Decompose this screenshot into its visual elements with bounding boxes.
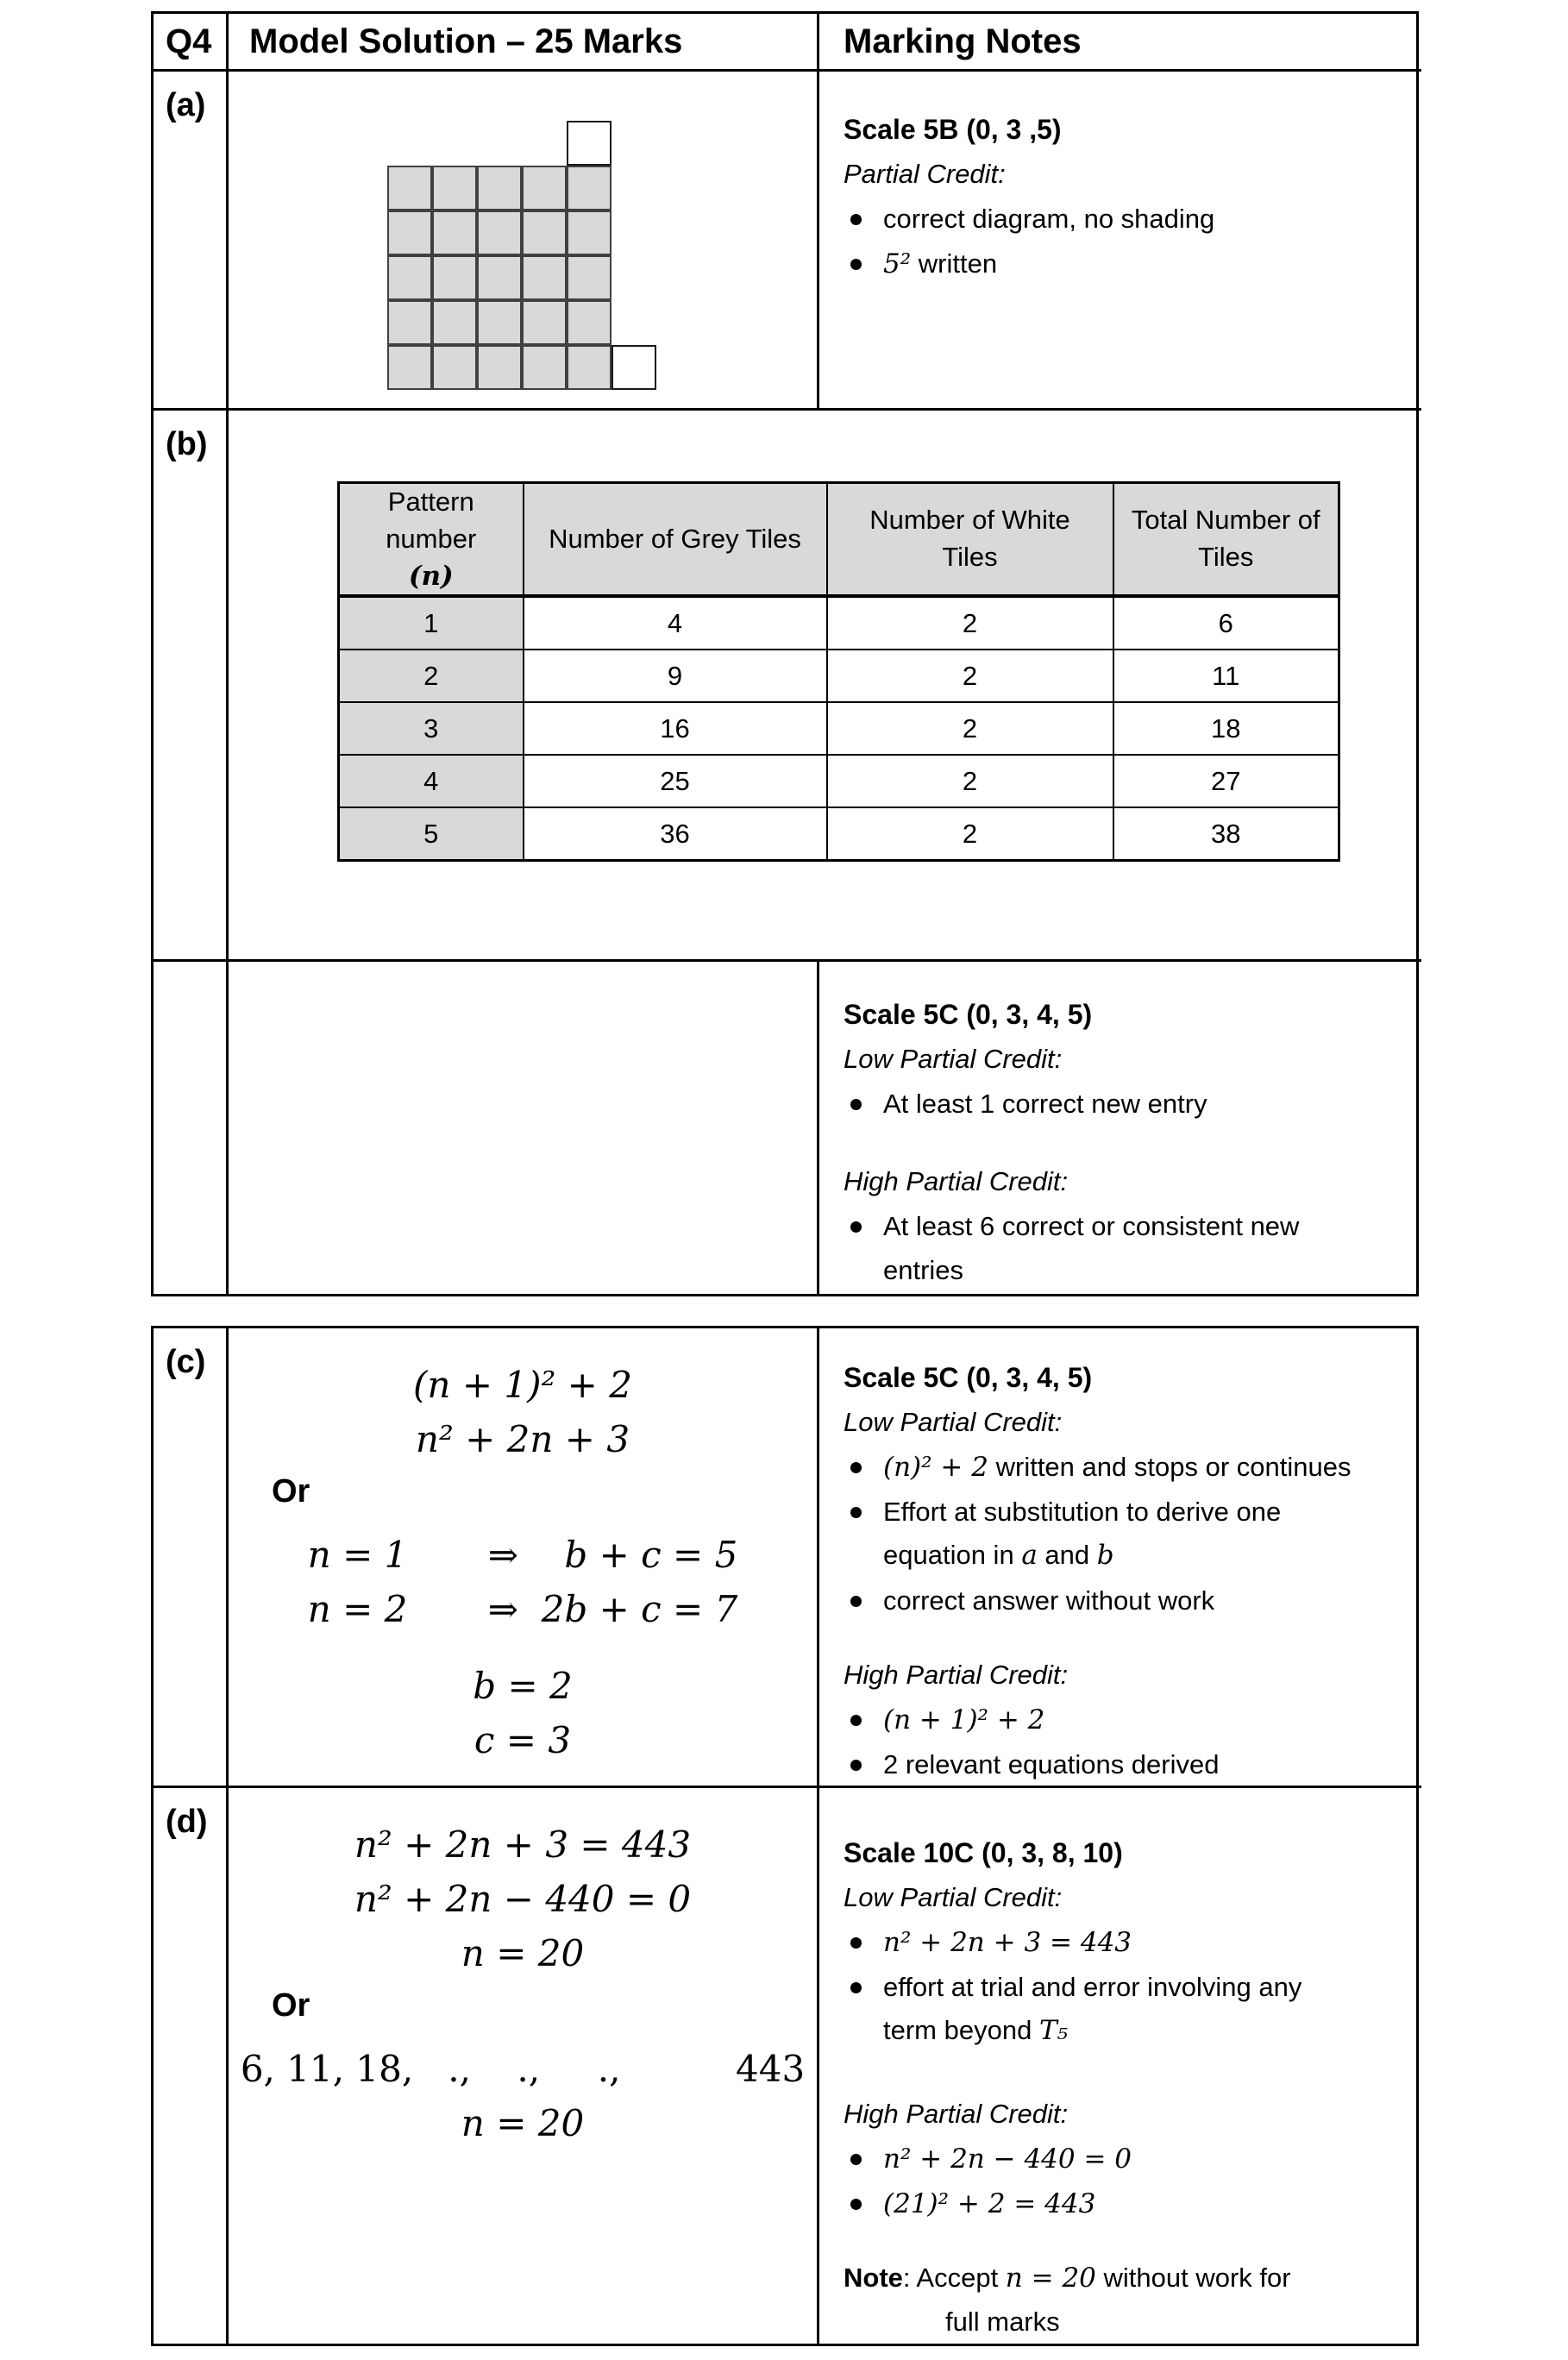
bullet-item: (n)² + 2 written and stops or continues [844,1446,1413,1489]
grey-tile [522,255,567,300]
part-d-label-cell [154,1786,226,2344]
grey-tile [432,300,477,345]
grey-tile [387,210,432,255]
grey-tile [387,166,432,210]
grey-tile [567,255,612,300]
table-row: 5 36 2 38 [339,807,1339,861]
part-a-label: (a) [166,87,206,123]
bullet-item: 5² written [844,242,1413,286]
question-number: Q4 [166,22,212,60]
part-c-label-cell [154,1328,226,1786]
grey-tile [432,166,477,210]
bullet-dot-icon [850,1221,862,1233]
grey-tile [477,345,522,390]
high-partial-credit-bullets [844,1698,1413,1786]
partial-credit-bullets [844,198,1413,286]
part-d-solution-cell [226,1786,817,2344]
grey-tile [567,345,612,390]
grey-tile [432,345,477,390]
high-partial-credit-label: High Partial Credit: [844,1659,1069,1690]
grey-tile [387,345,432,390]
marking-scheme-table-bottom [151,1326,1419,2346]
bullet-item: At least 1 correct new entry [844,1083,1413,1126]
bullet-item: (n + 1)² + 2 [844,1698,1413,1742]
scale-heading: Scale 10C (0, 3, 8, 10) [844,1837,1123,1868]
part-b-solution-cell [226,408,1421,959]
part-b-empty-solution-cell [226,959,817,1294]
part-b-label-cell [154,408,226,959]
bullet-dot-icon [850,1507,862,1518]
partial-credit-label: Partial Credit: [844,158,1006,189]
equation: b = 2 [473,1665,573,1707]
bullet-dot-icon [850,1760,862,1771]
bullet-item: effort at trial and error involving any term beyond T₅ [844,1966,1413,2052]
bullet-dot-icon [850,2154,862,2165]
grey-tile [477,255,522,300]
grey-tile [432,210,477,255]
low-partial-credit-bullets [844,1921,1413,2053]
marking-notes-header-cell [817,14,1421,69]
bullet-item: At least 6 correct or consistent new entries [844,1205,1413,1291]
grey-tile [477,166,522,210]
table-row: 3 16 2 18 [339,702,1339,755]
part-d-label: (d) [166,1804,208,1840]
part-d-notes-cell [817,1786,1421,2344]
grey-tile [477,300,522,345]
table-row: 2 9 2 11 [339,650,1339,702]
grey-tile [387,300,432,345]
note-line: Note: Accept n = 20 without work for [844,2263,1291,2294]
scale-heading: Scale 5C (0, 3, 4, 5) [844,999,1093,1030]
grey-tile [567,166,612,210]
pattern-data-table [337,481,1340,862]
high-partial-credit-label: High Partial Credit: [844,1166,1069,1197]
model-solution-title: Model Solution – 25 Marks [249,22,683,60]
note-line-2: full marks [945,2306,1060,2337]
marking-scheme-table-top [151,11,1419,1296]
grey-tile [522,345,567,390]
equation: n = 20 [461,1932,585,1974]
grey-tile [432,255,477,300]
grey-tile [522,166,567,210]
grey-tile [567,210,612,255]
bullet-dot-icon [850,1937,862,1949]
grey-tile [522,300,567,345]
or-label: Or [272,1987,310,2024]
part-c-notes-cell [817,1328,1421,1786]
white-tile [567,121,612,166]
table-row: 1 4 2 6 [339,596,1339,650]
low-partial-credit-label: Low Partial Credit: [844,1406,1063,1437]
model-solution-header-cell [226,14,817,69]
high-partial-credit-bullets [844,1205,1413,1291]
equation: n = 20 [461,2102,585,2144]
bullet-item: 2 relevant equations derived [844,1743,1413,1786]
equation: (n + 1)² + 2 [413,1364,632,1406]
equation: n² + 2n − 440 = 0 [354,1878,692,1920]
bullet-item: (21)² + 2 = 443 [844,2182,1413,2225]
bullet-dot-icon [850,1099,862,1110]
bullet-item: Effort at substitution to derive one equation in a and b [844,1491,1413,1577]
equation: n = 2 ⇒ 2b + c = 7 [307,1588,738,1630]
grey-tile [522,210,567,255]
bullet-dot-icon [850,1982,862,1993]
part-a-notes-cell [817,69,1421,408]
grey-tile [477,210,522,255]
sequence-line: 6, 11, 18, ., ., ., 443 [240,2048,806,2090]
bullet-item: n² + 2n − 440 = 0 [844,2137,1413,2181]
high-partial-credit-label: High Partial Credit: [844,2098,1069,2129]
part-b-notes-label-cell [154,959,226,1294]
scale-heading: Scale 5B (0, 3 ,5) [844,114,1062,145]
pattern-table-header-row [339,483,1339,597]
bullet-item: correct answer without work [844,1579,1413,1622]
question-number-cell [154,14,226,69]
part-c-label: (c) [166,1344,206,1380]
part-c-solution-cell [226,1328,817,1786]
col-header-grey-tiles: Number of Grey Tiles [524,483,827,597]
grey-tile [387,255,432,300]
equation: n² + 2n + 3 [415,1418,630,1460]
table-row: 4 25 2 27 [339,755,1339,807]
low-partial-credit-bullets [844,1446,1413,1622]
bullet-dot-icon [850,1715,862,1726]
part-a-label-cell [154,69,226,408]
bullet-dot-icon [850,259,862,270]
equation: c = 3 [474,1719,572,1761]
col-header-white-tiles: Number of White Tiles [827,483,1113,597]
part-b-label: (b) [166,426,208,462]
bullet-dot-icon [850,2199,862,2210]
bullet-item: correct diagram, no shading [844,198,1413,241]
col-header-pattern-number: Pattern number (n) [339,483,524,597]
bullet-dot-icon [850,1462,862,1473]
col-header-total-tiles: Total Number of Tiles [1113,483,1339,597]
equation: n = 1 ⇒ b + c = 5 [307,1534,738,1576]
grey-tile [567,300,612,345]
tile-diagram [387,121,656,390]
marking-notes-title: Marking Notes [844,22,1082,60]
scale-heading: Scale 5C (0, 3, 4, 5) [844,1362,1093,1393]
bullet-item: n² + 2n + 3 = 443 [844,1921,1413,1964]
equation: n² + 2n + 3 = 443 [354,1823,692,1866]
low-partial-credit-bullets [844,1083,1413,1126]
part-a-solution-cell [226,69,817,408]
bullet-dot-icon [850,1596,862,1607]
white-tile [612,345,656,390]
high-partial-credit-bullets [844,2137,1413,2225]
bullet-dot-icon [850,214,862,225]
low-partial-credit-label: Low Partial Credit: [844,1881,1063,1912]
or-label: Or [272,1473,310,1510]
part-b-notes-cell [817,959,1421,1294]
low-partial-credit-label: Low Partial Credit: [844,1043,1063,1074]
